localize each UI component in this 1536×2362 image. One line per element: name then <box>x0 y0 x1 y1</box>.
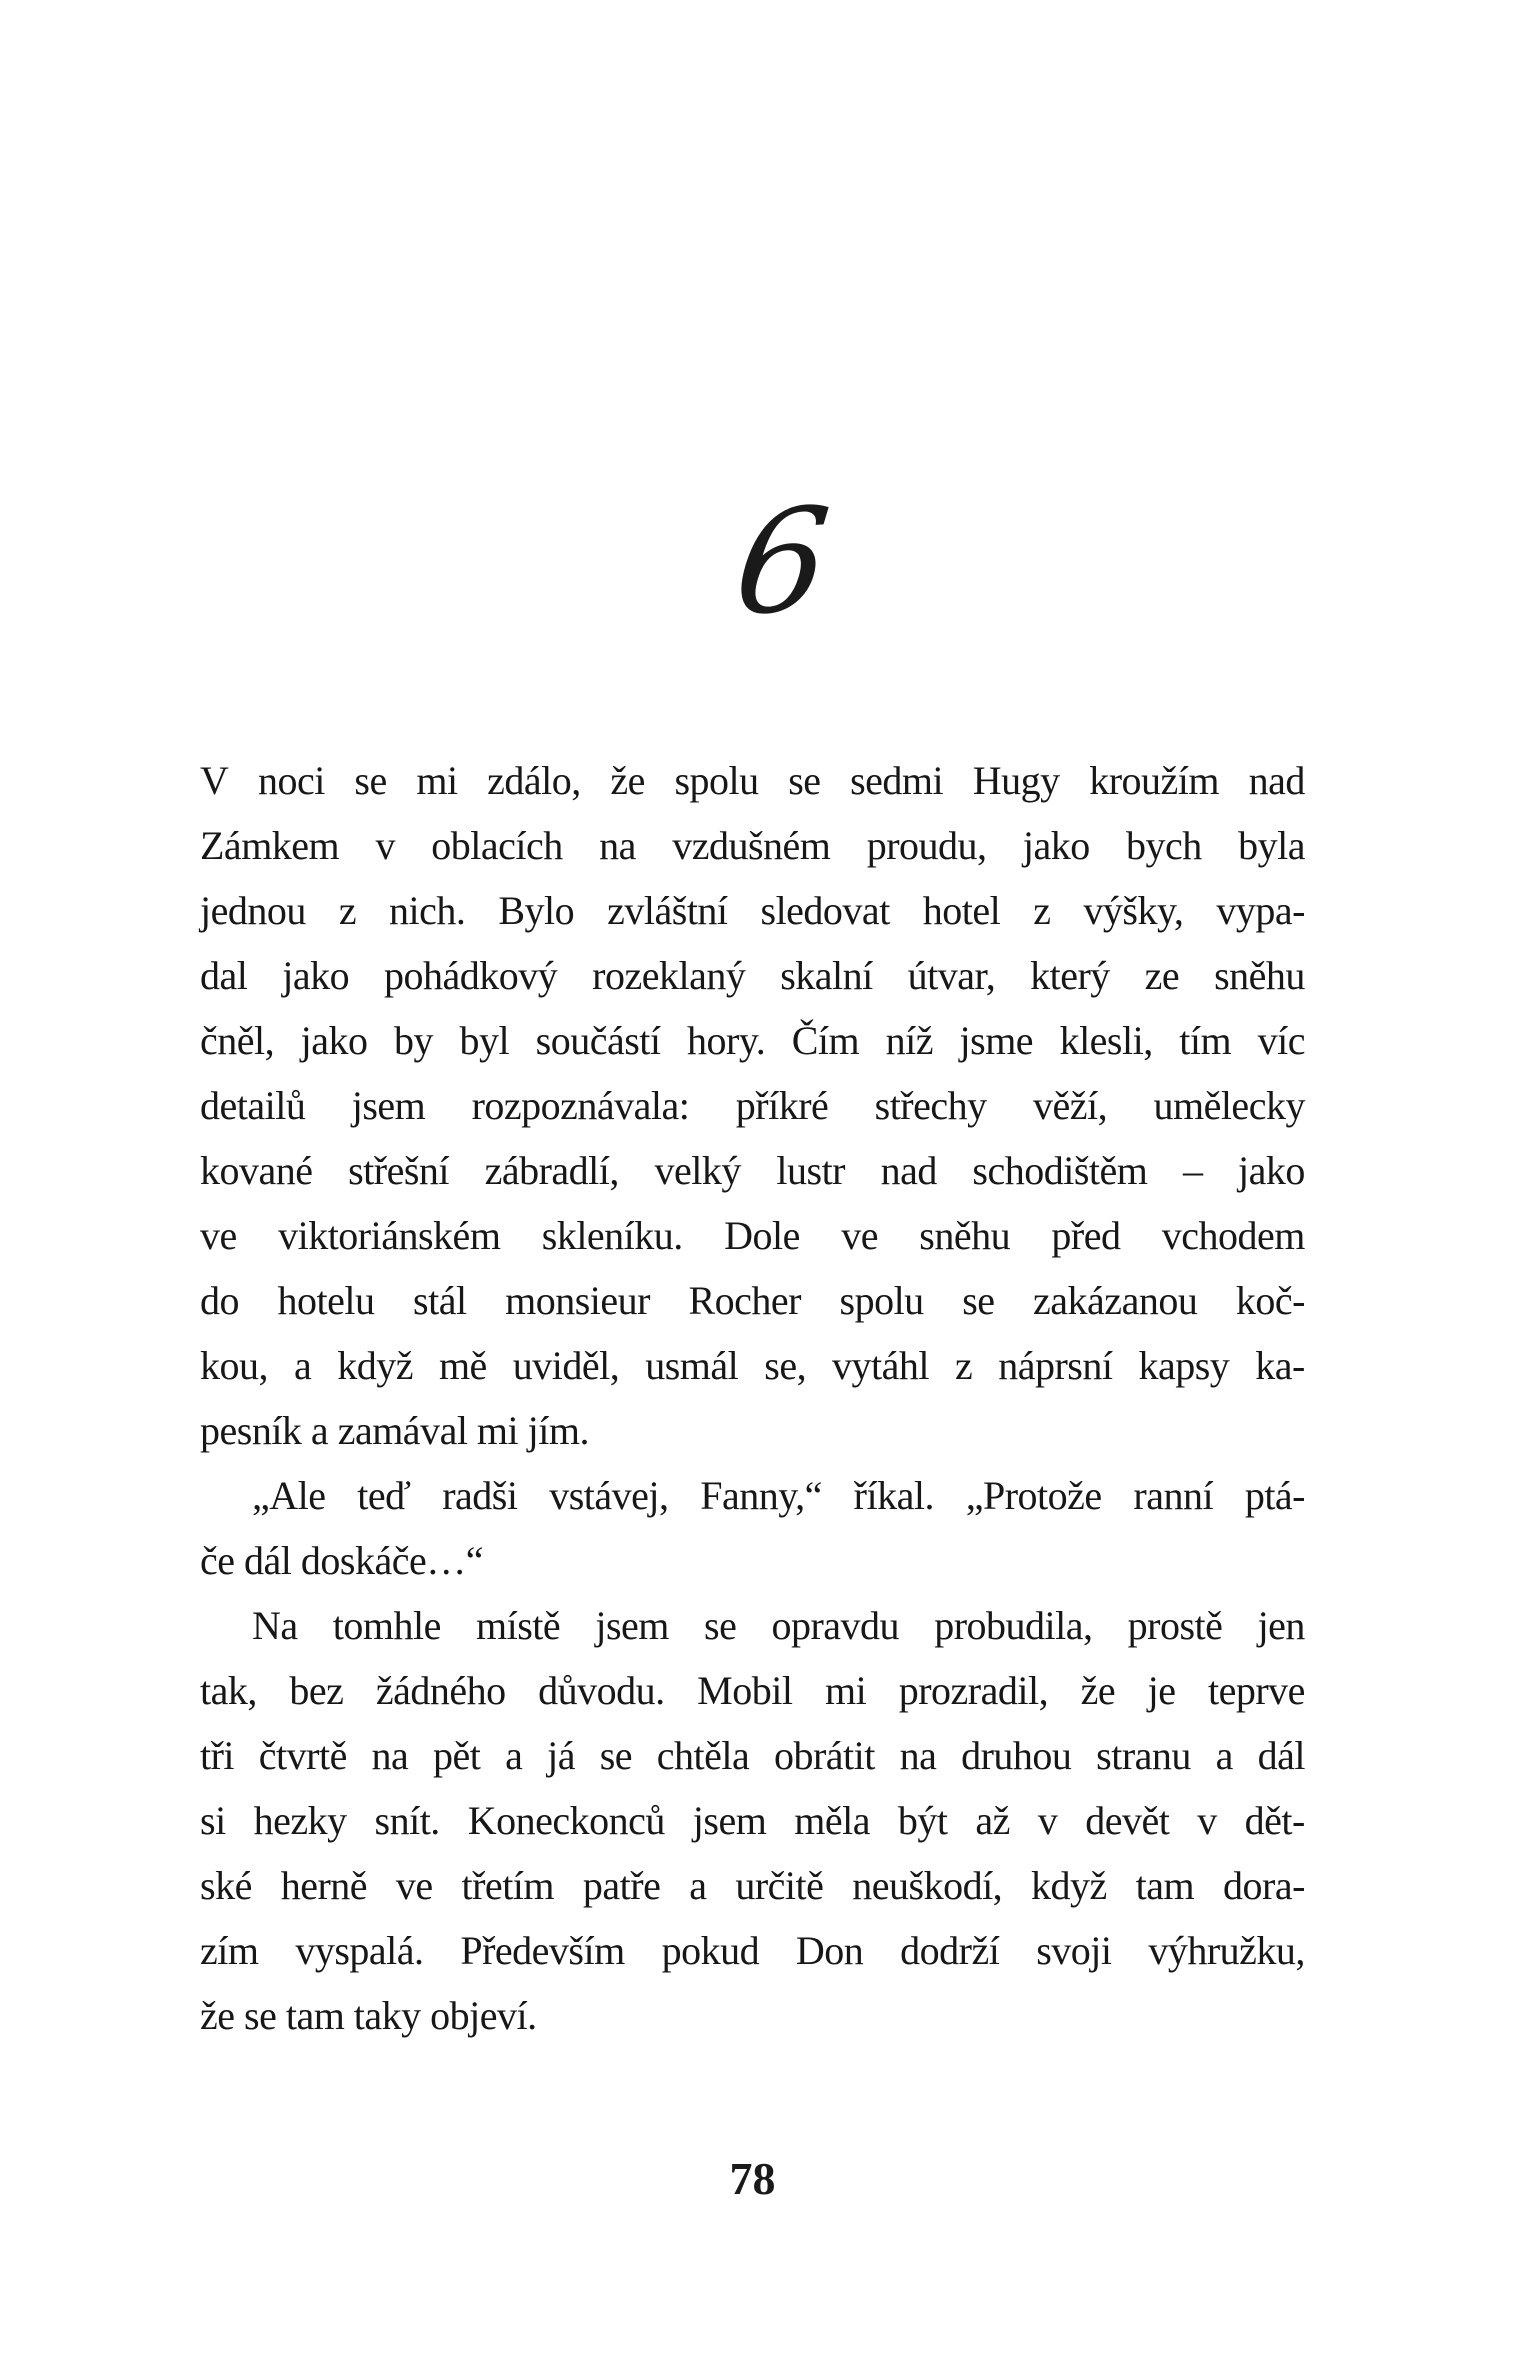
word: tím <box>1179 1018 1232 1063</box>
word: V <box>200 758 229 803</box>
word: rozpoznávala: <box>471 1083 690 1128</box>
word: ka- <box>1255 1343 1305 1388</box>
word: dodrží <box>900 1928 1000 1973</box>
word: kované <box>200 1148 313 1193</box>
word: tři <box>200 1733 235 1778</box>
word: z <box>955 1343 973 1388</box>
word: detailů <box>200 1083 306 1128</box>
word: třetím <box>461 1863 555 1908</box>
text-line: pesník a zamával mi jím. <box>200 1408 589 1453</box>
word: mi <box>416 758 458 803</box>
word: stranu <box>1096 1733 1191 1778</box>
word: se, <box>764 1343 807 1388</box>
word: nad <box>880 1148 937 1193</box>
text-line: že se tam taky objeví. <box>200 1993 537 2038</box>
word: se <box>599 1733 633 1778</box>
word: výšky, <box>1083 888 1184 933</box>
word: pohádkový <box>384 953 558 998</box>
word: spolu <box>839 1278 924 1323</box>
word: kroužím <box>1089 758 1220 803</box>
word: neuškodí, <box>852 1863 1003 1908</box>
word: usmál <box>645 1343 739 1388</box>
text-line <box>200 1138 1305 1203</box>
word: „Ale <box>252 1473 326 1518</box>
text-line <box>200 1203 1305 1268</box>
word: teprve <box>1207 1668 1305 1713</box>
word: v <box>1197 1798 1217 1843</box>
word: měla <box>794 1798 870 1843</box>
word: určitě <box>735 1863 824 1908</box>
chapter-heading <box>200 477 1305 648</box>
word: čněl, <box>200 1018 275 1063</box>
word: klesli, <box>1059 1018 1153 1063</box>
word: z <box>1033 888 1051 933</box>
word: viktoriánském <box>278 1213 501 1258</box>
word: důvodu. <box>538 1668 665 1713</box>
text-line <box>200 1333 1305 1398</box>
word: střechy <box>874 1083 987 1128</box>
word: Především <box>460 1928 625 1973</box>
word: na <box>599 823 636 868</box>
word: ve <box>200 1213 237 1258</box>
word: sedmi <box>850 758 944 803</box>
word: bez <box>289 1668 344 1713</box>
word: jsem <box>692 1798 767 1843</box>
word: Rocher <box>688 1278 801 1323</box>
word: kou, <box>200 1343 268 1388</box>
word: kapsy <box>1138 1343 1230 1388</box>
word: se <box>962 1278 995 1323</box>
word: Bylo <box>498 888 575 933</box>
word: na <box>371 1733 409 1778</box>
word: jako <box>300 1018 368 1063</box>
word: dál <box>1257 1733 1305 1778</box>
chapter-text <box>200 748 1305 2048</box>
word: příkré <box>735 1083 829 1128</box>
text-line <box>200 1918 1305 1983</box>
word: Čím <box>791 1018 860 1063</box>
word: sněhu <box>919 1213 1011 1258</box>
text-line <box>200 748 1305 813</box>
word: se <box>704 1603 737 1648</box>
text-line <box>200 1268 1305 1333</box>
word: nad <box>1248 758 1305 803</box>
word: uviděl, <box>512 1343 620 1388</box>
word: zdálo, <box>487 758 581 803</box>
word: patře <box>582 1863 661 1908</box>
word: vyspalá. <box>295 1928 424 1973</box>
word: druhou <box>961 1733 1072 1778</box>
word: pokud <box>661 1928 760 1973</box>
word: já <box>547 1733 575 1778</box>
word: vstávej, <box>549 1473 669 1518</box>
word: stál <box>413 1278 467 1323</box>
word: Don <box>795 1928 864 1973</box>
word: zábradlí, <box>484 1148 619 1193</box>
word: bych <box>1126 823 1202 868</box>
text-line <box>200 1853 1305 1918</box>
word: místě <box>476 1603 561 1648</box>
text-line <box>200 878 1305 943</box>
word: snít. <box>374 1798 440 1843</box>
word: Mobil <box>697 1668 793 1713</box>
word: jako <box>282 953 350 998</box>
word: je <box>1147 1668 1176 1713</box>
word: říkal. <box>853 1473 934 1518</box>
word: noci <box>257 758 325 803</box>
text-line <box>200 1008 1305 1073</box>
word: by <box>394 1018 433 1063</box>
word: probudila, <box>934 1603 1093 1648</box>
word: že <box>1080 1668 1116 1713</box>
word: který <box>1030 953 1110 998</box>
word: když <box>1031 1863 1107 1908</box>
word: vytáhl <box>832 1343 930 1388</box>
word: vypa- <box>1216 888 1305 933</box>
word: víc <box>1257 1018 1305 1063</box>
word: až <box>975 1798 1010 1843</box>
word: – <box>1182 1148 1203 1193</box>
word: vchodem <box>1161 1213 1305 1258</box>
word: když <box>337 1343 413 1388</box>
word: jsem <box>351 1083 426 1128</box>
word: ptá- <box>1244 1473 1305 1518</box>
word: pět <box>433 1733 481 1778</box>
word: byla <box>1238 823 1305 868</box>
word: sněhu <box>1214 953 1305 998</box>
word: prozradil, <box>898 1668 1049 1713</box>
text-line <box>200 1723 1305 1788</box>
word: koč- <box>1235 1278 1305 1323</box>
word: jako <box>1022 823 1090 868</box>
word: proudu, <box>866 823 987 868</box>
word: Na <box>252 1603 298 1648</box>
word: jsme <box>959 1018 1034 1063</box>
word: a <box>689 1863 707 1908</box>
word: a <box>293 1343 312 1388</box>
word: dět- <box>1244 1798 1305 1843</box>
word: žádného <box>375 1668 506 1713</box>
word: opravdu <box>771 1603 900 1648</box>
word: do <box>200 1278 239 1323</box>
word: svoji <box>1036 1928 1112 1973</box>
word: ské <box>200 1863 252 1908</box>
word: sledovat <box>760 888 890 933</box>
word: věží, <box>1032 1083 1108 1128</box>
word: a <box>1215 1733 1233 1778</box>
word: ranní <box>1133 1473 1214 1518</box>
word: dora- <box>1223 1863 1305 1908</box>
word: umělecky <box>1153 1083 1305 1128</box>
word: dal <box>200 953 248 998</box>
word: zím <box>200 1928 259 1973</box>
word: výhružku, <box>1148 1928 1305 1973</box>
word: tak, <box>200 1668 257 1713</box>
word: radši <box>442 1473 518 1518</box>
word: tam <box>1135 1863 1195 1908</box>
text-line <box>200 943 1305 1008</box>
word: na <box>899 1733 937 1778</box>
word: ve <box>841 1213 878 1258</box>
word: být <box>897 1798 948 1843</box>
word: spolu <box>674 758 759 803</box>
word: se <box>354 758 387 803</box>
word: vzdušném <box>672 823 831 868</box>
word: „Protože <box>965 1473 1102 1518</box>
word: schodištěm <box>972 1148 1148 1193</box>
word: zvláštní <box>607 888 728 933</box>
word: rozeklaný <box>592 953 746 998</box>
word: skalní <box>780 953 873 998</box>
word: Fanny,“ <box>700 1473 822 1518</box>
word: devět <box>1085 1798 1170 1843</box>
word: útvar, <box>907 953 996 998</box>
word: chtěla <box>656 1733 750 1778</box>
word: střešní <box>348 1148 450 1193</box>
word: náprsní <box>998 1343 1113 1388</box>
word: jsem <box>595 1603 669 1648</box>
word: nich. <box>389 888 466 933</box>
word: tomhle <box>332 1603 441 1648</box>
page-number: 78 <box>729 2153 776 2204</box>
word: jen <box>1257 1603 1305 1648</box>
word: mi <box>824 1668 867 1713</box>
text-line: če dál doskáče…“ <box>200 1538 483 1583</box>
word: byl <box>459 1018 510 1063</box>
text-line <box>200 1593 1305 1658</box>
text-line <box>200 1073 1305 1138</box>
text-line <box>200 813 1305 878</box>
word: a <box>505 1733 523 1778</box>
word: si <box>200 1798 226 1843</box>
word: Hugy <box>972 758 1060 803</box>
word: lustr <box>776 1148 846 1193</box>
word: před <box>1051 1213 1121 1258</box>
word: níž <box>885 1018 934 1063</box>
text-line <box>200 1463 1305 1528</box>
word: jako <box>1238 1148 1305 1193</box>
word: Dole <box>724 1213 800 1258</box>
chapter-number: 6 <box>728 477 837 648</box>
word: prostě <box>1127 1603 1223 1648</box>
word: Koneckonců <box>467 1798 665 1843</box>
word: hotel <box>922 888 1001 933</box>
word: čtvrtě <box>258 1733 347 1778</box>
word: monsieur <box>505 1278 650 1323</box>
word: skleníku. <box>541 1213 683 1258</box>
word: ve <box>395 1863 433 1908</box>
word: oblacích <box>431 823 563 868</box>
word: obrátit <box>773 1733 875 1778</box>
word: v <box>1037 1798 1058 1843</box>
word: hotelu <box>277 1278 375 1323</box>
word: Zámkem <box>200 823 340 868</box>
word: z <box>338 888 357 933</box>
word: součástí <box>535 1018 661 1063</box>
word: mě <box>438 1343 487 1388</box>
text-line <box>200 1658 1305 1723</box>
word: hory. <box>687 1018 766 1063</box>
word: v <box>375 823 395 868</box>
word: se <box>788 758 821 803</box>
word: že <box>610 758 645 803</box>
word: teď <box>357 1473 411 1518</box>
word: ze <box>1144 953 1180 998</box>
word: hezky <box>253 1798 347 1843</box>
text-line <box>200 1788 1305 1853</box>
word: jednou <box>200 888 306 933</box>
word: zakázanou <box>1033 1278 1198 1323</box>
word: velký <box>654 1148 741 1193</box>
word: herně <box>280 1863 368 1908</box>
